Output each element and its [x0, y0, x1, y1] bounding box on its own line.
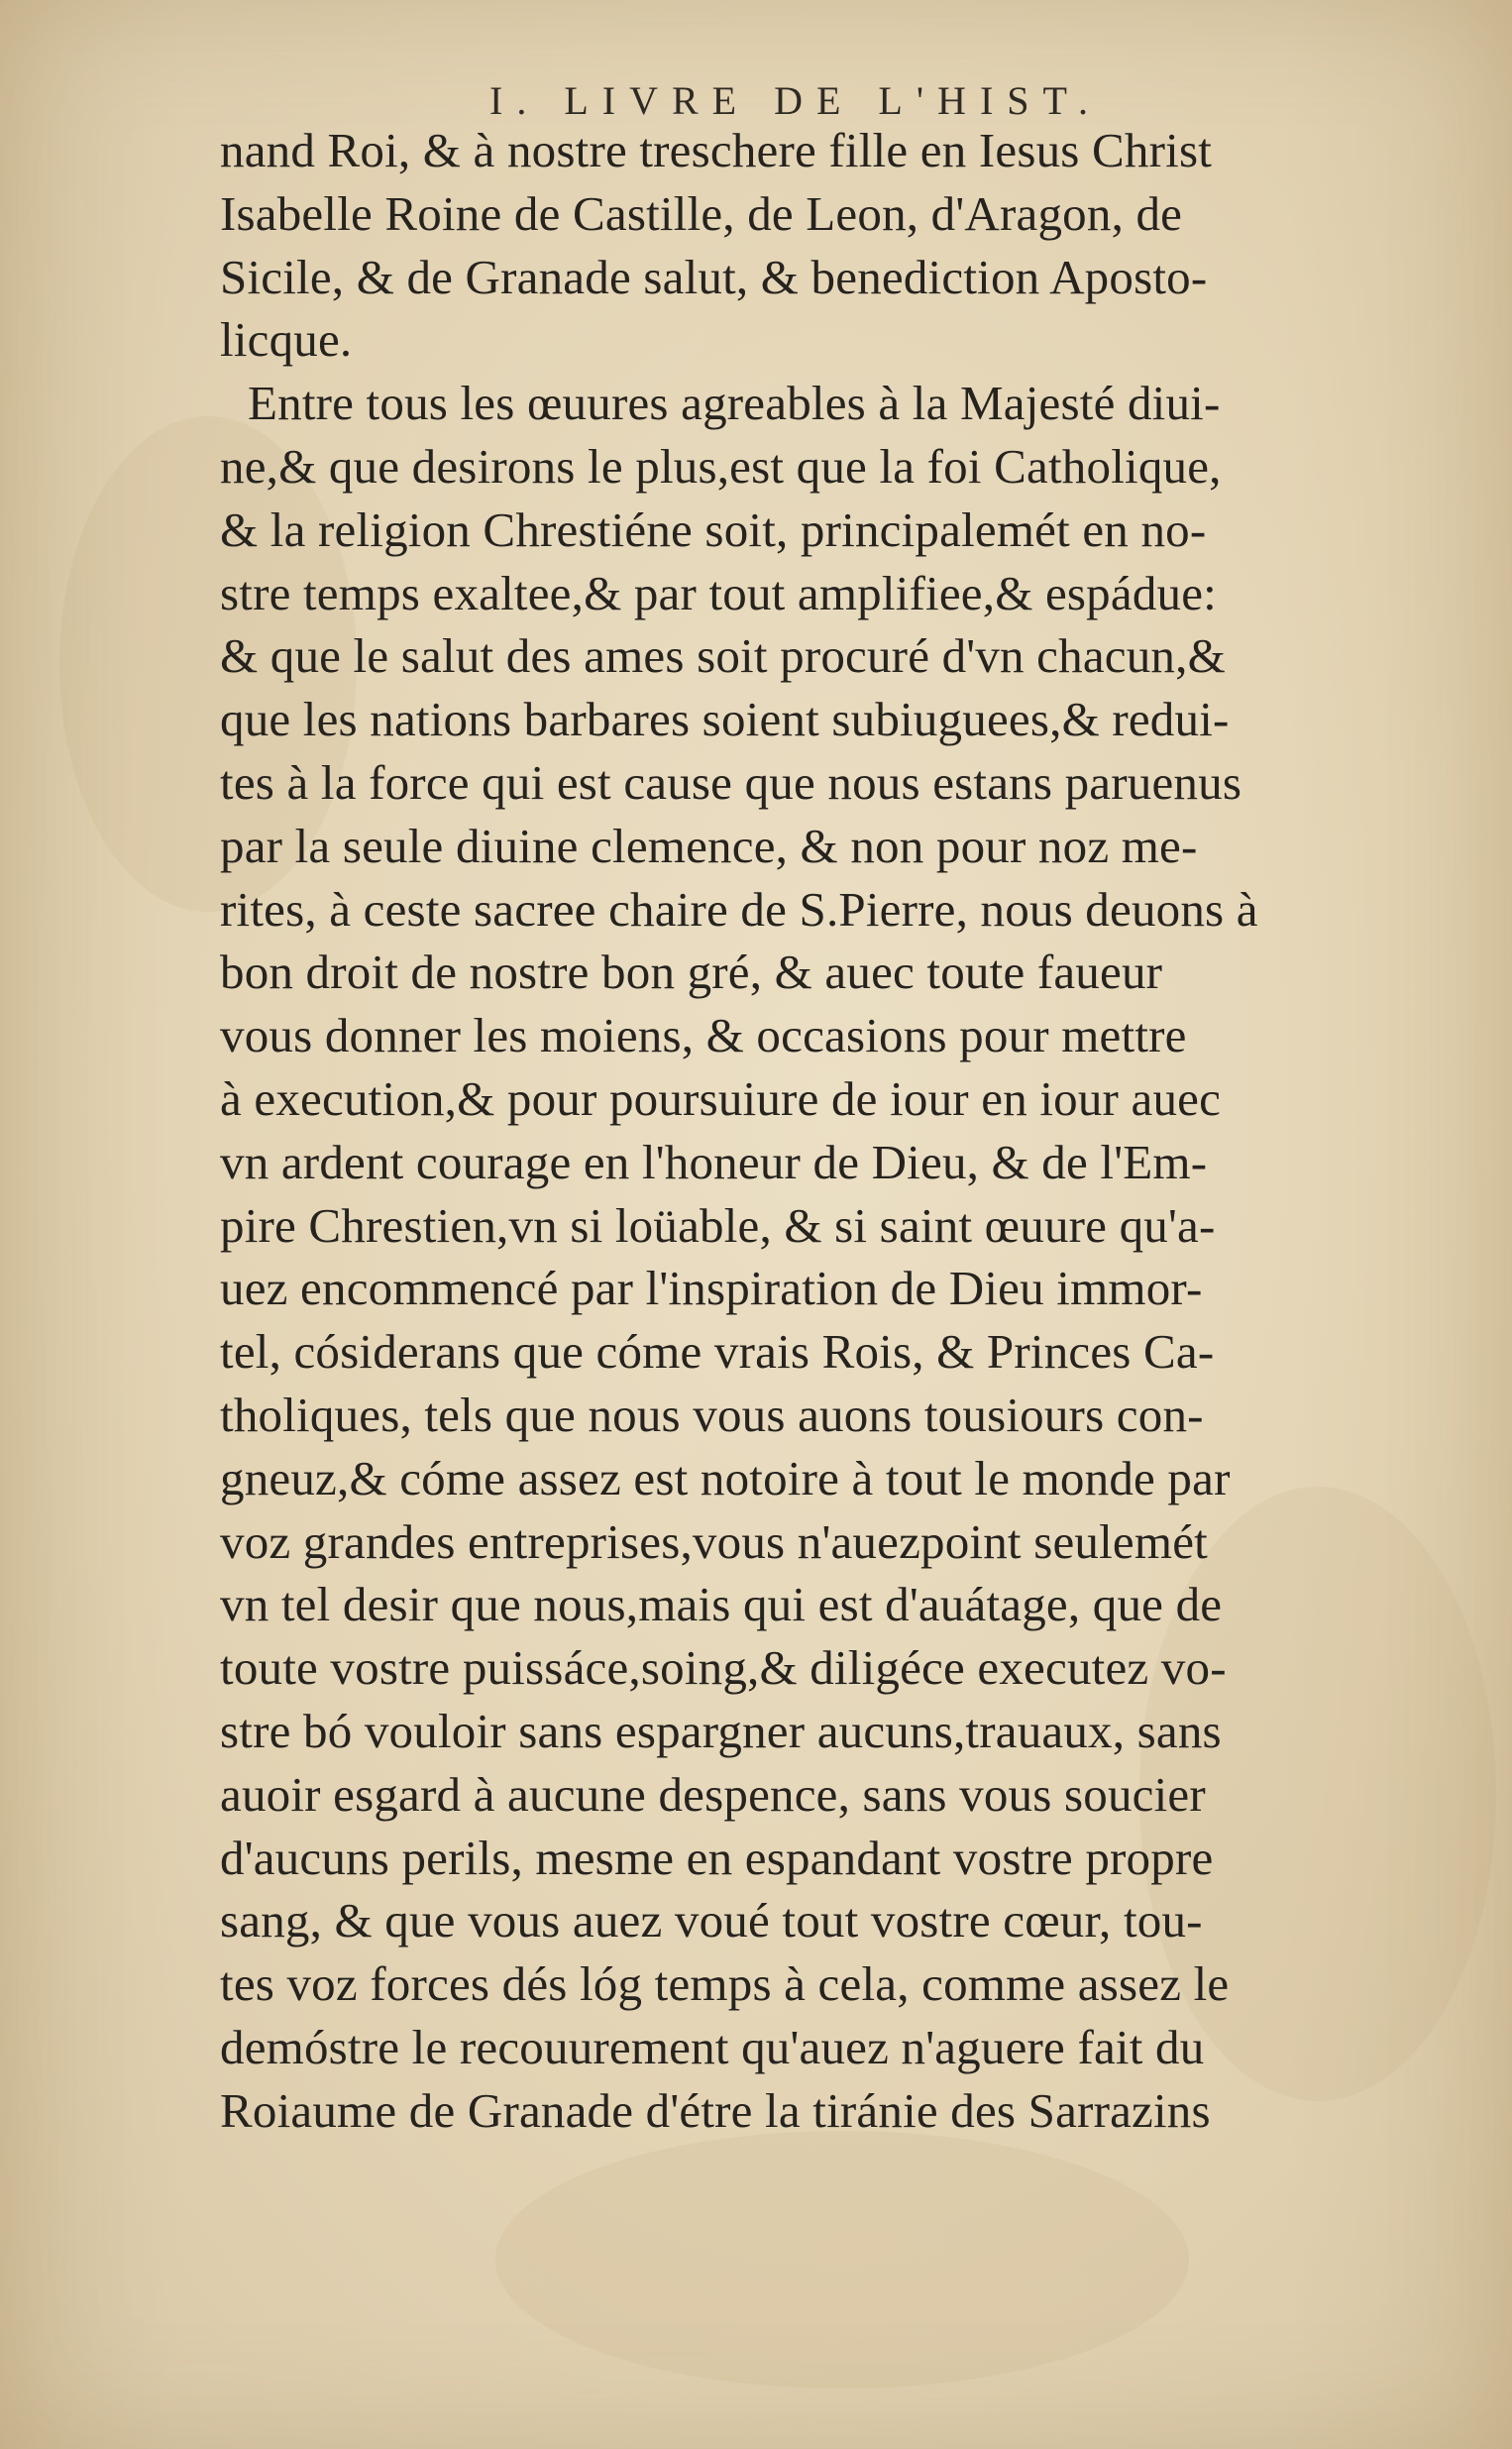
text-line: licque. [220, 312, 353, 368]
text-line: à execution,& pour poursuiure de iour en iour auec [220, 1070, 1222, 1126]
body-text [220, 119, 1419, 2143]
text-line: Roiaume de Granade d'étre la tiránie des Sarrazins [220, 2082, 1211, 2138]
text-line: & la religion Chrestiéne soit, principalemét en no- [220, 501, 1207, 557]
text-line: tholiques, tels que nous vous auons tousiours con- [220, 1387, 1204, 1442]
text-line: par la seule diuine clemence, & non pour noz me- [220, 818, 1198, 873]
text-line: que les nations barbares soient subiuguees,& redui- [220, 692, 1230, 747]
text-line: bon droit de nostre bon gré, & auec toute faueur [220, 945, 1163, 1000]
paper-stain [495, 2131, 1189, 2389]
text-line: tes voz forces dés lóg temps à cela, comme assez le [220, 1956, 1230, 2012]
text-line: uez encommencé par l'inspiration de Dieu immor- [220, 1261, 1203, 1316]
text-line: ne,& que desirons le plus,est que la foi Catholique, [220, 438, 1222, 494]
text-line: sang, & que vous auez voué tout vostre cœur, tou- [220, 1893, 1203, 1948]
text-line: Sicile, & de Granade salut, & benediction Aposto- [220, 249, 1208, 304]
text-line: Entre tous les œuures agreables à la Majesté diui- [248, 376, 1221, 431]
text-line: & que le salut des ames soit procuré d'vn chacun,& [220, 628, 1226, 684]
text-line: pire Chrestien,vn si loüable, & si saint œuure qu'a- [220, 1197, 1216, 1253]
text-line: rites, à ceste sacree chaire de S.Pierre, nous deuons à [220, 881, 1258, 937]
text-line: vous donner les moiens, & occasions pour mettre [220, 1008, 1187, 1063]
text-line: vn ardent courage en l'honeur de Dieu, & de l'Em- [220, 1134, 1208, 1189]
running-header: I. LIVRE DE L'HIST. [489, 78, 1102, 123]
text-line: auoir esgard à aucune despence, sans vous soucier [220, 1766, 1206, 1822]
text-line: vn tel desir que nous,mais qui est d'auátage, que de [220, 1577, 1223, 1632]
text-line: demóstre le recouurement qu'auez n'aguere fait du [220, 2019, 1205, 2074]
text-line: tel, cósiderans que cóme vrais Rois, & Princes Ca- [220, 1324, 1215, 1380]
text-line: nand Roi, & à nostre treschere fille en Iesus Christ [220, 123, 1213, 177]
text-line: voz grandes entreprises,vous n'auezpoint seulemét [220, 1513, 1208, 1569]
text-line: Isabelle Roine de Castille, de Leon, d'Aragon, de [220, 185, 1183, 241]
text-line: gneuz,& cóme assez est notoire à tout le monde par [220, 1450, 1231, 1505]
text-line: tes à la force qui est cause que nous estans paruenus [220, 754, 1242, 810]
text-line: stre bó vouloir sans espargner aucuns,trauaux, sans [220, 1703, 1222, 1758]
text-line: stre temps exaltee,& par tout amplifiee,& espádue: [220, 565, 1217, 620]
text-line: d'aucuns perils, mesme en espandant vostre propre [220, 1830, 1214, 1885]
text-line: toute vostre puissáce,soing,& diligéce executez vo- [220, 1640, 1227, 1696]
